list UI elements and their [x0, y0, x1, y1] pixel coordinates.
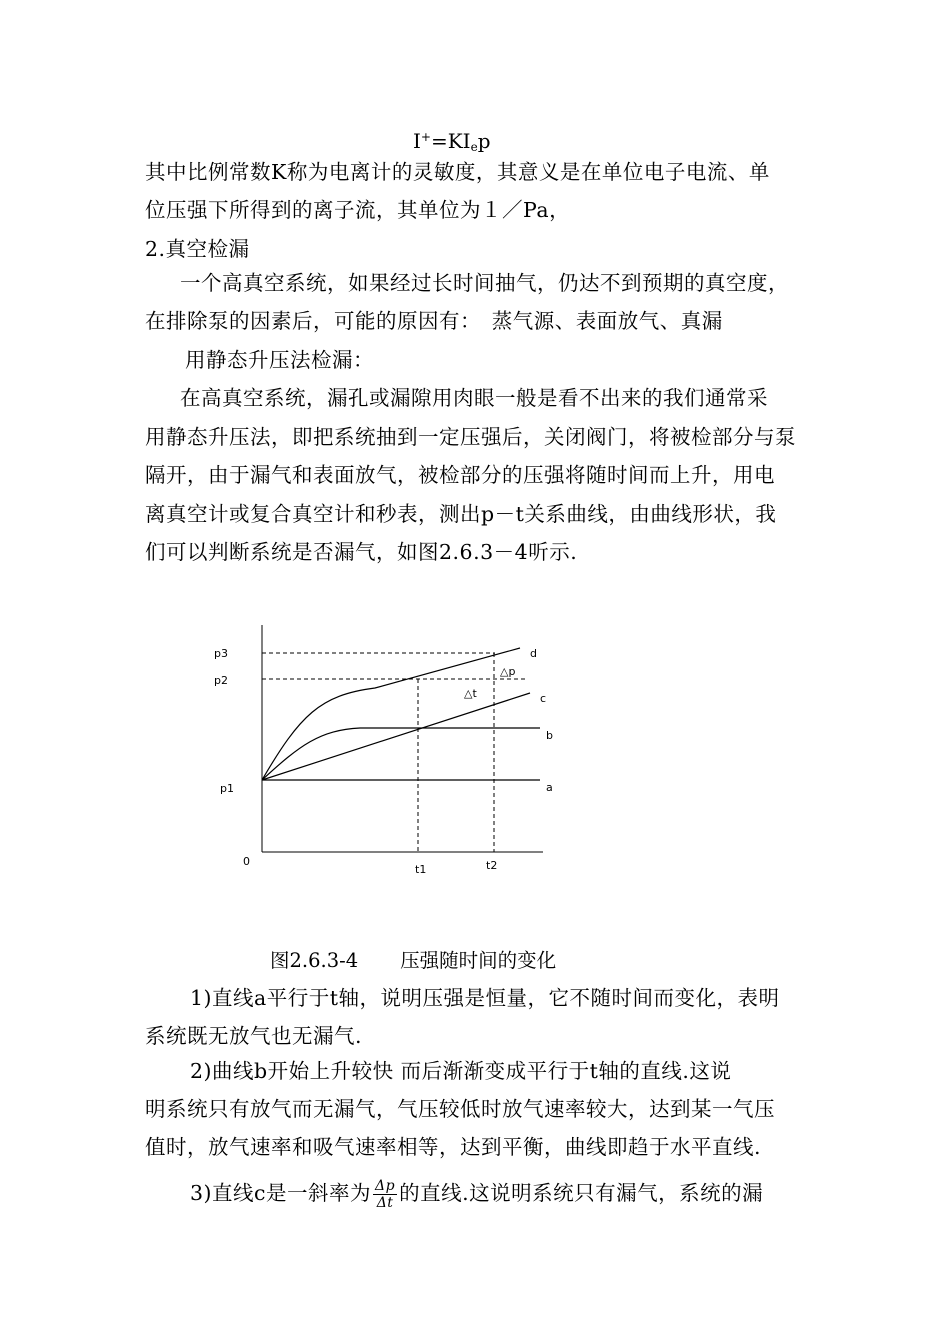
paragraph-line: 离真空计或复合真空计和秒表，测出p－t关系曲线，由曲线形状，我	[145, 502, 777, 526]
caption-number: 图2.6.3-4	[270, 949, 359, 972]
line-c	[262, 693, 530, 780]
label-b: b	[546, 729, 553, 742]
list-item: 2)曲线b开始上升较快 而后渐渐变成平行于t轴的直线.这说	[190, 1059, 732, 1083]
curve-b	[262, 728, 540, 780]
fraction-denominator: Δt	[376, 1195, 394, 1211]
paragraph-line: 隔开，由于漏气和表面放气，被检部分的压强将随时间而上升，用电	[145, 463, 775, 487]
label-origin: 0	[243, 855, 250, 868]
list-item: 值时，放气速率和吸气速率相等，达到平衡，曲线即趋于水平直线.	[145, 1135, 762, 1159]
paragraph-line: 们可以判断系统是否漏气，如图2.6.3－4听示.	[145, 540, 578, 564]
label-a: a	[546, 781, 553, 794]
list-item: 明系统只有放气而无漏气，气压较低时放气速率较大，达到某一气压	[145, 1097, 775, 1121]
list-item: 系统既无放气也无漏气.	[145, 1024, 363, 1048]
label-delta-p: △p	[500, 665, 516, 678]
label-p2: p2	[214, 674, 228, 687]
label-p3: p3	[214, 647, 228, 660]
list-item: 1)直线a平行于t轴，说明压强是恒量，它不随时间而变化，表明	[190, 986, 780, 1010]
slope-fraction	[373, 1178, 397, 1211]
label-t1: t1	[415, 863, 427, 876]
pressure-time-diagram	[200, 615, 580, 885]
fraction-numerator: Δp	[375, 1178, 396, 1194]
label-t2: t2	[486, 859, 498, 872]
label-delta-t: △t	[464, 687, 477, 700]
label-d: d	[530, 647, 537, 660]
subheading: 用静态升压法检漏：	[185, 348, 374, 372]
label-p1: p1	[220, 782, 234, 795]
paragraph-line: 在高真空系统，漏孔或漏隙用肉眼一般是看不出来的我们通常采	[180, 386, 768, 410]
item3-suffix: 的直线.这说明系统只有漏气，系统的漏	[399, 1181, 764, 1205]
caption-title: 压强随时间的变化	[400, 949, 557, 972]
section-heading: 2.真空检漏	[145, 237, 250, 261]
paragraph-line: 在排除泵的因素后，可能的原因有： 蒸气源、表面放气、真漏	[145, 309, 723, 333]
paragraph-line: 其中比例常数K称为电离计的灵敏度，其意义是在单位电子电流、单	[145, 160, 770, 184]
pressure-time-figure	[200, 615, 580, 885]
paragraph-line: 一个高真空系统，如果经过长时间抽气，仍达不到预期的真空度，	[180, 271, 789, 295]
item3-prefix: 3)直线c是一斜率为	[190, 1181, 372, 1205]
curve-d	[262, 648, 520, 780]
formula-ion-current: $I^+=KI_ep$	[413, 129, 491, 154]
list-item-3	[190, 1178, 763, 1211]
figure-caption	[270, 946, 556, 976]
paragraph-line: 用静态升压法，即把系统抽到一定压强后，关闭阀门，将被检部分与泵	[145, 425, 796, 449]
label-c: c	[540, 692, 547, 705]
paragraph-line: 位压强下所得到的离子流，其单位为１／Pa，	[145, 198, 571, 222]
